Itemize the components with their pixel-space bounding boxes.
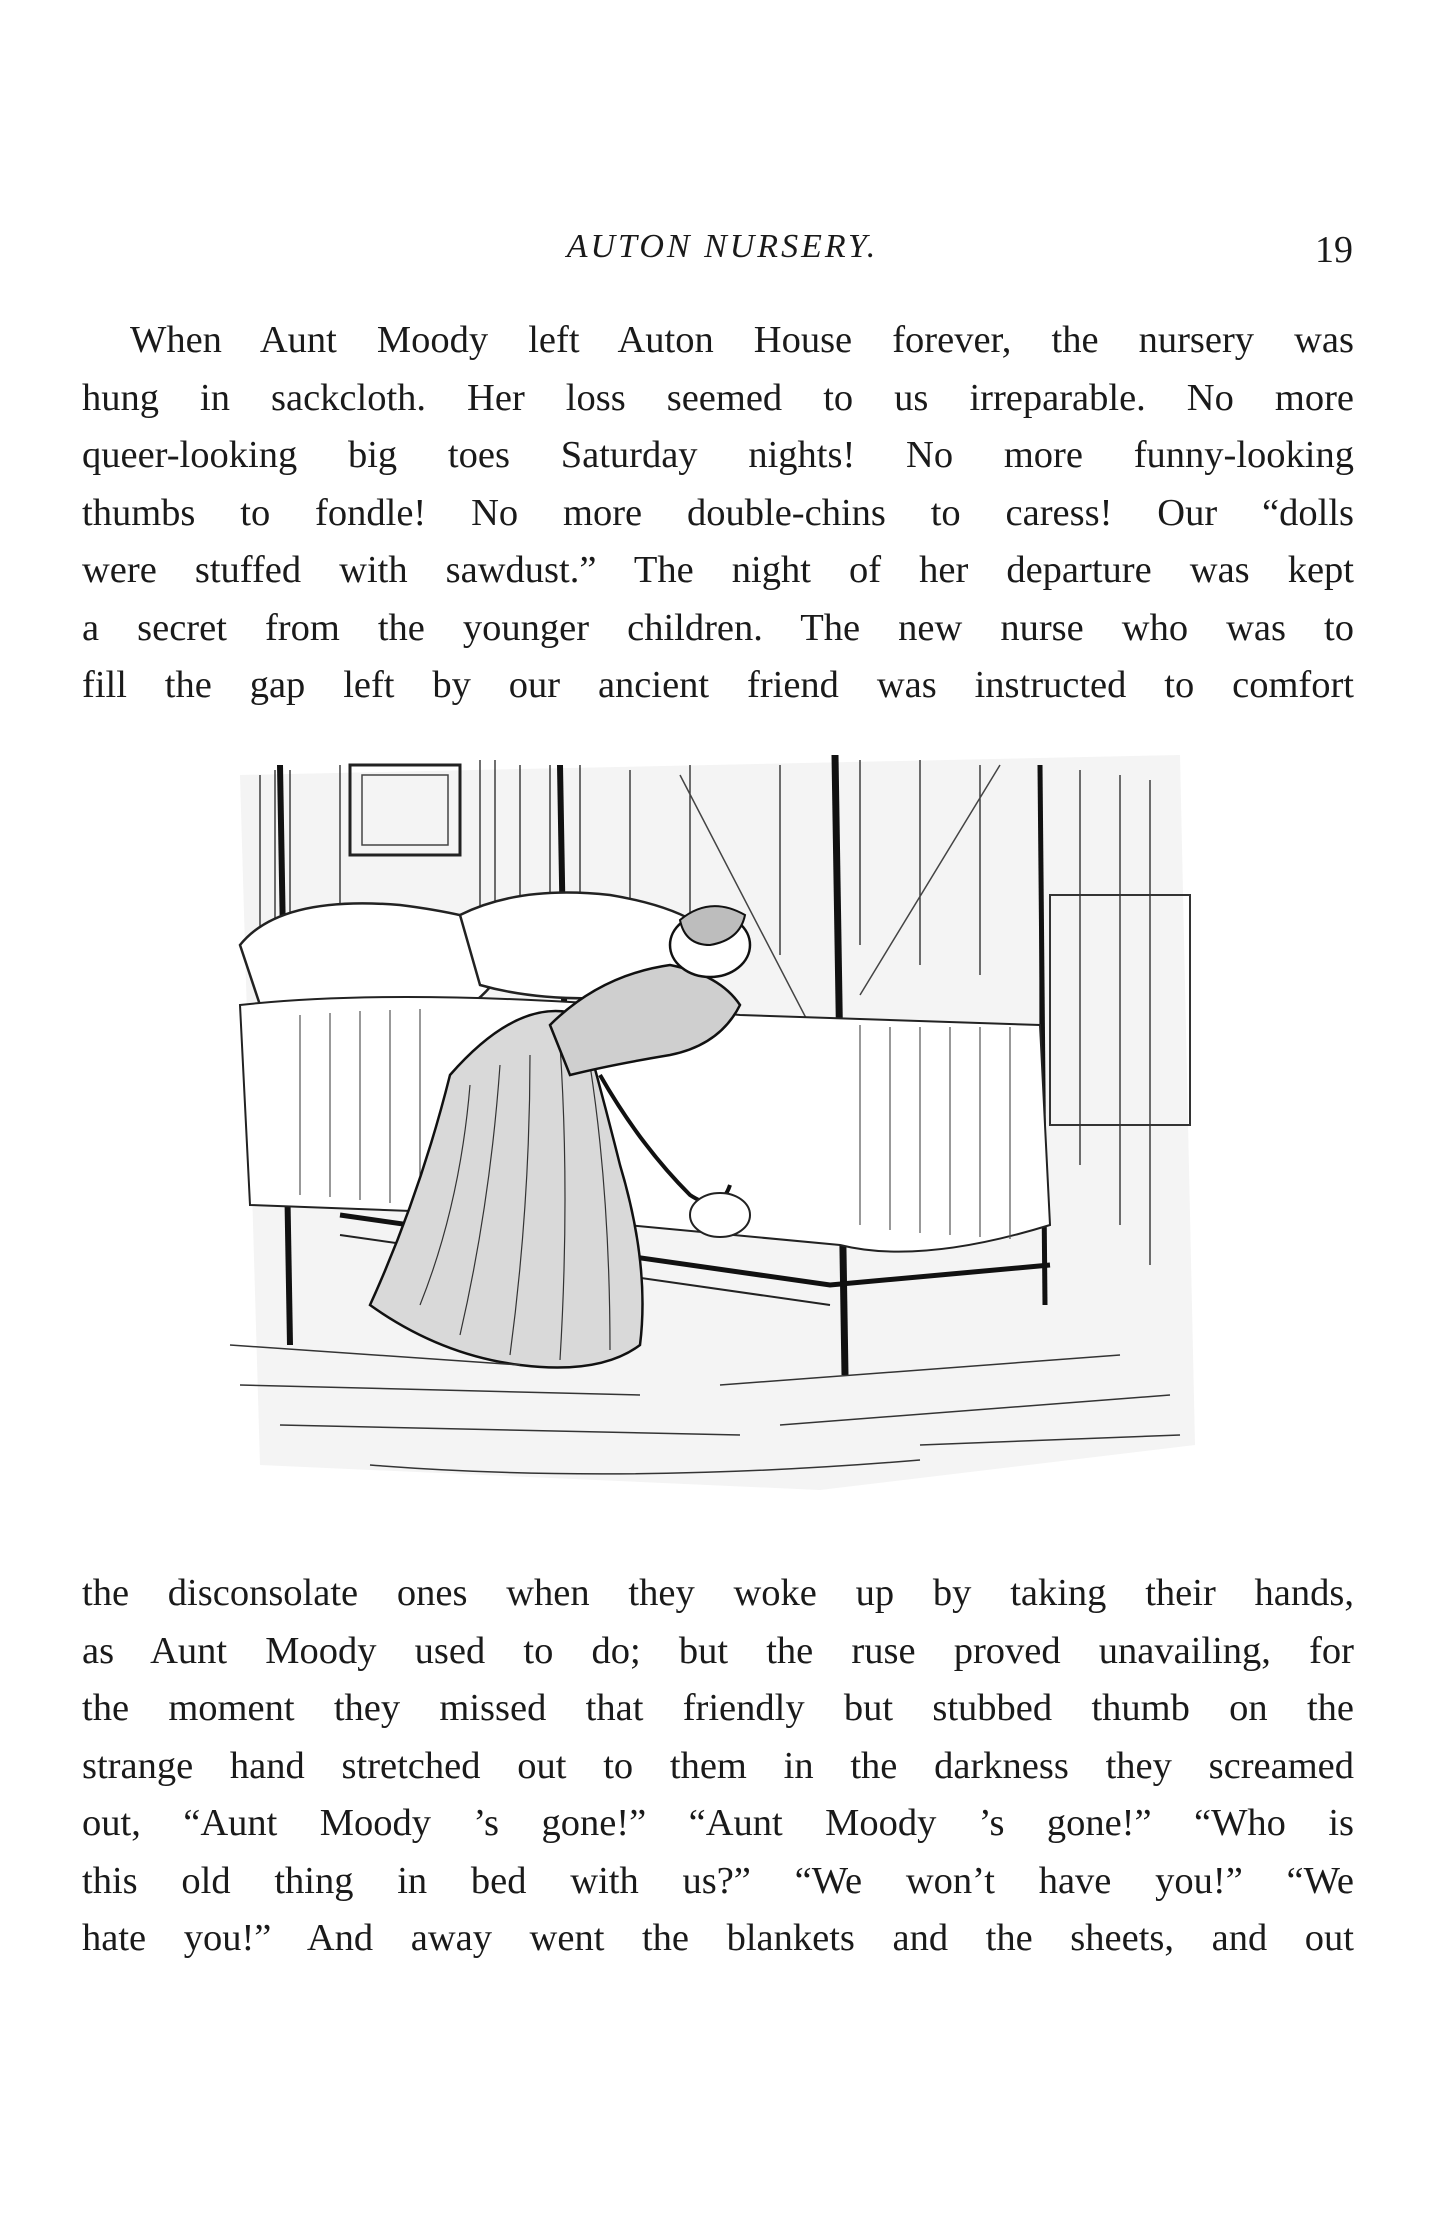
- text-line: hung in sackcloth. Her loss seemed to us irreparable. No more: [82, 376, 1354, 419]
- running-head: [0, 228, 1445, 278]
- text-line: fill the gap left by our ancient friend was instructed to comfort: [82, 664, 1354, 706]
- bedside-illustration: [220, 745, 1200, 1505]
- text-line: as Aunt Moody used to do; but the ruse proved unavailing, for: [82, 1629, 1354, 1672]
- text-line: a secret from the younger children. The new nurse who was to: [82, 606, 1354, 649]
- engraving-nurse-at-bedside-icon: [220, 745, 1200, 1505]
- running-title: AUTON NURSERY.: [566, 228, 879, 265]
- text-line: this old thing in bed with us?” “We won’t have you!” “We: [82, 1859, 1354, 1902]
- text-line: hate you!” And away went the blankets and the sheets, and out: [82, 1917, 1354, 1959]
- text-line: the disconsolate ones when they woke up by taking their hands,: [82, 1572, 1354, 1614]
- text-line: When Aunt Moody left Auton House forever, the nursery was: [130, 319, 1354, 361]
- paragraph-top: [82, 312, 1354, 715]
- text-line: were stuffed with sawdust.” The night of her departure was kept: [82, 549, 1354, 591]
- page-number: 19: [1315, 229, 1353, 271]
- text-line: out, “Aunt Moody ’s gone!” “Aunt Moody ’s gone!” “Who is: [82, 1802, 1354, 1844]
- text-line: the moment they missed that friendly but stubbed thumb on the: [82, 1687, 1354, 1729]
- text-line: strange hand stretched out to them in the darkness they screamed: [82, 1744, 1354, 1787]
- paragraph-bottom: [82, 1565, 1354, 1968]
- text-line: thumbs to fondle! No more double-chins to caress! Our “dolls: [82, 491, 1354, 534]
- text-line: queer-looking big toes Saturday nights! No more funny-looking: [82, 434, 1354, 476]
